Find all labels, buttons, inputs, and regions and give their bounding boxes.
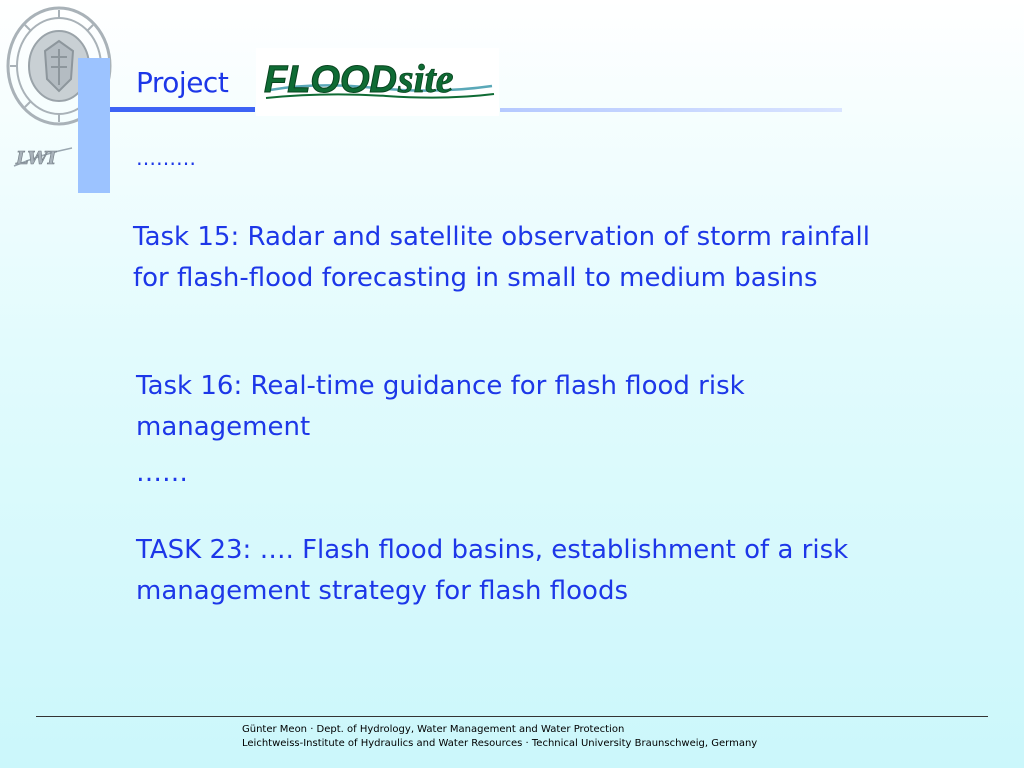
footer-divider <box>36 716 988 717</box>
task-15-text: Task 15: Radar and satellite observation of storm rainfall for flash-flood forecasting in small to medium basins <box>133 222 870 293</box>
accent-vertical-bar <box>78 58 110 193</box>
lwi-logo-text: LWI <box>16 148 57 169</box>
floodsite-logo-main: FLOOD <box>264 59 397 101</box>
task-16-ellipsis: …… <box>136 458 188 488</box>
task-23-text: TASK 23: …. Flash flood basins, establishment of a risk management strategy for flash floods <box>136 535 849 606</box>
footer <box>242 723 757 751</box>
footer-line-1: Günter Meon · Dept. of Hydrology, Water Management and Water Protection <box>242 724 625 735</box>
floodsite-logo <box>256 48 499 116</box>
title-underline-bar <box>110 107 255 112</box>
intro-ellipsis: ……… <box>136 146 196 170</box>
task-16-text: Task 16: Real-time guidance for flash flood risk management <box>136 371 745 442</box>
header-rule-bar <box>500 108 842 112</box>
footer-line-2: Leichtweiss-Institute of Hydraulics and Water Resources · Technical University Braunschweig, Germany <box>242 738 758 749</box>
floodsite-logo-script: site <box>398 56 454 101</box>
lwi-logo <box>12 144 74 170</box>
page-title: Project <box>136 66 229 99</box>
